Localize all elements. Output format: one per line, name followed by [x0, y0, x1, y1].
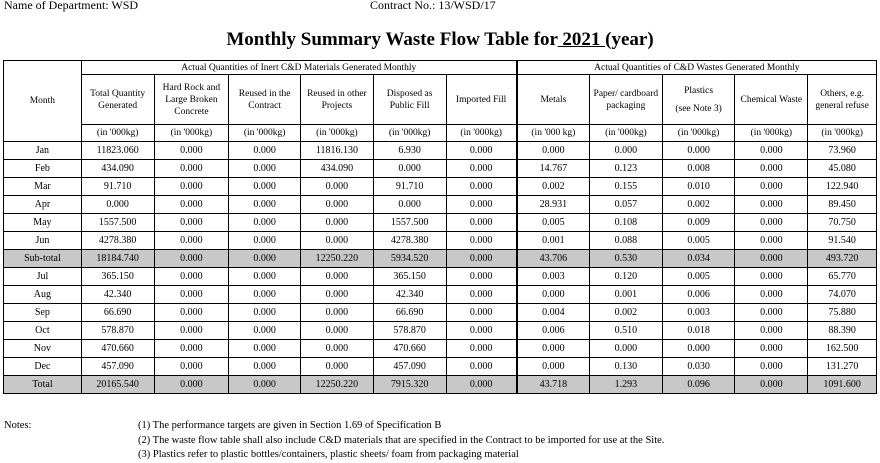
value-cell: 4278.380: [81, 232, 154, 250]
column-header-label: Disposed as Public Fill: [386, 88, 433, 111]
value-cell: 14.767: [517, 160, 590, 178]
table-row: [4, 340, 877, 358]
value-cell: 0.000: [735, 286, 808, 304]
value-cell: 0.000: [662, 142, 735, 160]
month-cell: Jan: [4, 142, 82, 160]
value-cell: 43.706: [517, 250, 590, 268]
group-header-inert: Actual Quantities of Inert C&D Materials Generated Monthly: [81, 61, 516, 75]
table-row: [4, 322, 877, 340]
value-cell: 0.000: [229, 358, 301, 376]
column-header-label: Hard Rock and Large Broken Concrete: [162, 82, 221, 117]
value-cell: 0.000: [446, 304, 517, 322]
value-cell: 0.030: [662, 358, 735, 376]
value-cell: 0.000: [589, 142, 662, 160]
value-cell: 66.690: [373, 304, 446, 322]
value-cell: 457.090: [81, 358, 154, 376]
value-cell: 0.000: [301, 214, 374, 232]
value-cell: 88.390: [808, 322, 877, 340]
value-cell: 0.009: [662, 214, 735, 232]
column-header-label: Reused in the Contract: [238, 88, 291, 111]
column-header: [735, 75, 808, 125]
month-cell: Apr: [4, 196, 82, 214]
value-cell: 122.940: [808, 178, 877, 196]
unit-cell: (in '000kg): [589, 125, 662, 142]
value-cell: 0.005: [662, 232, 735, 250]
value-cell: 0.000: [517, 340, 590, 358]
table-row: [4, 286, 877, 304]
value-cell: 493.720: [808, 250, 877, 268]
value-cell: 0.000: [229, 268, 301, 286]
column-header: [662, 75, 735, 125]
notes-label: Notes:: [4, 420, 32, 431]
month-cell: May: [4, 214, 82, 232]
value-cell: 0.000: [154, 232, 229, 250]
value-cell: 0.000: [301, 196, 374, 214]
value-cell: 0.000: [301, 178, 374, 196]
value-cell: 0.006: [517, 322, 590, 340]
table-row: [4, 304, 877, 322]
value-cell: 0.000: [735, 250, 808, 268]
value-cell: 0.000: [517, 358, 590, 376]
value-cell: 0.057: [589, 196, 662, 214]
value-cell: 0.000: [446, 340, 517, 358]
value-cell: 0.000: [301, 304, 374, 322]
value-cell: 578.870: [81, 322, 154, 340]
value-cell: 0.000: [373, 196, 446, 214]
month-cell: Sep: [4, 304, 82, 322]
unit-cell: (in '000kg): [301, 125, 374, 142]
note-item: (3) Plastics refer to plastic bottles/containers, plastic sheets/ foam from packaging material: [138, 449, 519, 460]
value-cell: 0.000: [446, 376, 517, 394]
value-cell: 0.000: [229, 286, 301, 304]
column-header: [229, 75, 301, 125]
column-header: [446, 75, 517, 125]
value-cell: 91.540: [808, 232, 877, 250]
value-cell: 0.000: [517, 286, 590, 304]
value-cell: 0.096: [662, 376, 735, 394]
value-cell: 0.000: [446, 286, 517, 304]
department-name: Name of Department: WSD: [4, 0, 139, 12]
value-cell: 470.660: [373, 340, 446, 358]
value-cell: 65.770: [808, 268, 877, 286]
value-cell: 0.000: [735, 196, 808, 214]
value-cell: 0.000: [735, 160, 808, 178]
value-cell: 91.710: [373, 178, 446, 196]
value-cell: 0.000: [735, 322, 808, 340]
value-cell: 0.001: [517, 232, 590, 250]
value-cell: 0.000: [154, 340, 229, 358]
value-cell: 0.000: [154, 268, 229, 286]
value-cell: 0.000: [301, 340, 374, 358]
value-cell: 0.000: [735, 376, 808, 394]
value-cell: 0.000: [154, 178, 229, 196]
value-cell: 0.000: [735, 214, 808, 232]
value-cell: 0.000: [154, 358, 229, 376]
value-cell: 0.000: [301, 322, 374, 340]
value-cell: 0.000: [229, 232, 301, 250]
value-cell: 434.090: [81, 160, 154, 178]
unit-cell: (in '000kg): [81, 125, 154, 142]
value-cell: 0.000: [301, 232, 374, 250]
value-cell: 7915.320: [373, 376, 446, 394]
value-cell: 0.000: [735, 358, 808, 376]
value-cell: 0.000: [301, 358, 374, 376]
page-title: [0, 29, 880, 51]
value-cell: 0.000: [229, 304, 301, 322]
value-cell: 0.000: [229, 196, 301, 214]
value-cell: 470.660: [81, 340, 154, 358]
month-cell: Feb: [4, 160, 82, 178]
unit-cell: (in '000kg): [662, 125, 735, 142]
value-cell: 1557.500: [81, 214, 154, 232]
value-cell: 1557.500: [373, 214, 446, 232]
value-cell: 0.034: [662, 250, 735, 268]
value-cell: 70.750: [808, 214, 877, 232]
value-cell: 1091.600: [808, 376, 877, 394]
value-cell: 0.123: [589, 160, 662, 178]
value-cell: 365.150: [81, 268, 154, 286]
value-cell: 0.000: [662, 340, 735, 358]
value-cell: 42.340: [373, 286, 446, 304]
value-cell: 0.000: [446, 322, 517, 340]
value-cell: 0.000: [229, 340, 301, 358]
value-cell: 0.000: [735, 304, 808, 322]
value-cell: 0.130: [589, 358, 662, 376]
value-cell: 91.710: [81, 178, 154, 196]
value-cell: 0.000: [735, 268, 808, 286]
value-cell: 43.718: [517, 376, 590, 394]
value-cell: 0.000: [735, 178, 808, 196]
value-cell: 0.001: [589, 286, 662, 304]
value-cell: 6.930: [373, 142, 446, 160]
value-cell: 0.000: [154, 286, 229, 304]
value-cell: 0.000: [517, 142, 590, 160]
value-cell: 28.931: [517, 196, 590, 214]
value-cell: 0.088: [589, 232, 662, 250]
value-cell: 0.000: [154, 214, 229, 232]
value-cell: 0.002: [589, 304, 662, 322]
table-row: [4, 358, 877, 376]
column-header-label: Chemical Waste: [740, 94, 803, 105]
unit-cell: (in '000kg): [808, 125, 877, 142]
value-cell: 0.155: [589, 178, 662, 196]
value-cell: 0.510: [589, 322, 662, 340]
month-cell: Jul: [4, 268, 82, 286]
value-cell: 0.000: [229, 160, 301, 178]
value-cell: 0.000: [154, 322, 229, 340]
value-cell: 0.000: [446, 142, 517, 160]
value-cell: 0.002: [517, 178, 590, 196]
unit-cell: (in '000kg): [154, 125, 229, 142]
column-header: [808, 75, 877, 125]
month-cell: Sub-total: [4, 250, 82, 268]
column-header-label: Plastics: [684, 85, 714, 96]
value-cell: 11816.130: [301, 142, 374, 160]
column-header-label: Metals: [540, 94, 567, 105]
unit-cell: (in '000 kg): [517, 125, 590, 142]
value-cell: 4278.380: [373, 232, 446, 250]
table-row: [4, 268, 877, 286]
value-cell: 0.000: [154, 376, 229, 394]
value-cell: 457.090: [373, 358, 446, 376]
notes-list: [138, 419, 664, 463]
column-header: [301, 75, 374, 125]
value-cell: 20165.540: [81, 376, 154, 394]
value-cell: 0.006: [662, 286, 735, 304]
value-cell: 0.000: [154, 304, 229, 322]
table-row: [4, 178, 877, 196]
value-cell: 89.450: [808, 196, 877, 214]
value-cell: 0.004: [517, 304, 590, 322]
value-cell: 0.000: [446, 178, 517, 196]
value-cell: 434.090: [301, 160, 374, 178]
table-row: [4, 196, 877, 214]
value-cell: 0.000: [301, 268, 374, 286]
group-header-waste: Actual Quantities of C&D Wastes Generated Monthly: [517, 61, 877, 75]
value-cell: 162.500: [808, 340, 877, 358]
value-cell: 131.270: [808, 358, 877, 376]
value-cell: 0.000: [446, 196, 517, 214]
column-header: [589, 75, 662, 125]
value-cell: 73.960: [808, 142, 877, 160]
value-cell: 5934.520: [373, 250, 446, 268]
title-suffix: (year): [605, 29, 654, 50]
value-cell: 11823.060: [81, 142, 154, 160]
month-cell: Oct: [4, 322, 82, 340]
value-cell: 18184.740: [81, 250, 154, 268]
column-header: [154, 75, 229, 125]
table-row: [4, 232, 877, 250]
title-prefix: Monthly Summary Waste Flow Table for: [226, 29, 558, 50]
month-cell: Dec: [4, 358, 82, 376]
value-cell: 0.000: [446, 358, 517, 376]
value-cell: 0.000: [229, 250, 301, 268]
column-header: [81, 75, 154, 125]
value-cell: 12250.220: [301, 376, 374, 394]
table-row: [4, 160, 877, 178]
value-cell: 0.010: [662, 178, 735, 196]
value-cell: 0.000: [373, 160, 446, 178]
title-year: 2021: [557, 29, 606, 50]
value-cell: 0.108: [589, 214, 662, 232]
value-cell: 0.000: [446, 160, 517, 178]
unit-cell: (in '000kg): [373, 125, 446, 142]
value-cell: 0.003: [517, 268, 590, 286]
value-cell: 0.000: [154, 142, 229, 160]
value-cell: 66.690: [81, 304, 154, 322]
value-cell: 0.000: [301, 286, 374, 304]
value-cell: 0.000: [229, 142, 301, 160]
value-cell: 0.000: [229, 322, 301, 340]
table-row: [4, 142, 877, 160]
plastics-note: (see Note 3): [675, 103, 722, 114]
table-row: [4, 214, 877, 232]
table-row: [4, 376, 877, 394]
value-cell: 0.000: [154, 250, 229, 268]
column-header: [373, 75, 446, 125]
value-cell: 45.080: [808, 160, 877, 178]
value-cell: 0.000: [81, 196, 154, 214]
value-cell: 75.880: [808, 304, 877, 322]
month-cell: Mar: [4, 178, 82, 196]
column-header-label: Others, e.g. general refuse: [815, 88, 869, 111]
waste-flow-table: [3, 60, 877, 394]
column-header-label: Reused in other Projects: [307, 88, 367, 111]
value-cell: 0.000: [735, 142, 808, 160]
month-header: Month: [4, 61, 82, 142]
column-header-label: Paper/ cardboard packaging: [593, 88, 659, 111]
value-cell: 0.018: [662, 322, 735, 340]
unit-cell: (in '000kg): [735, 125, 808, 142]
value-cell: 42.340: [81, 286, 154, 304]
contract-number: Contract No.: 13/WSD/17: [370, 0, 496, 12]
note-item: (2) The waste flow table shall also include C&D materials that are specified in the Contract to be imported for use at the Site.: [138, 434, 665, 446]
value-cell: 0.000: [589, 340, 662, 358]
value-cell: 0.000: [446, 250, 517, 268]
value-cell: 74.070: [808, 286, 877, 304]
column-header: [517, 75, 590, 125]
unit-cell: (in '000kg): [229, 125, 301, 142]
note-item: (1) The performance targets are given in Section 1.69 of Specification B: [138, 420, 442, 431]
value-cell: 0.005: [517, 214, 590, 232]
value-cell: 0.000: [735, 232, 808, 250]
value-cell: 0.000: [446, 232, 517, 250]
value-cell: 0.002: [662, 196, 735, 214]
month-cell: Jun: [4, 232, 82, 250]
value-cell: 0.530: [589, 250, 662, 268]
value-cell: 365.150: [373, 268, 446, 286]
value-cell: 0.000: [446, 214, 517, 232]
value-cell: 12250.220: [301, 250, 374, 268]
value-cell: 0.008: [662, 160, 735, 178]
value-cell: 0.000: [154, 196, 229, 214]
month-cell: Aug: [4, 286, 82, 304]
value-cell: 0.000: [154, 160, 229, 178]
value-cell: 0.005: [662, 268, 735, 286]
column-header-label: Imported Fill: [455, 94, 507, 105]
value-cell: 0.000: [229, 376, 301, 394]
value-cell: 0.000: [735, 340, 808, 358]
value-cell: 0.000: [229, 178, 301, 196]
table-row: [4, 250, 877, 268]
month-cell: Nov: [4, 340, 82, 358]
value-cell: 0.003: [662, 304, 735, 322]
value-cell: 0.120: [589, 268, 662, 286]
value-cell: 0.000: [229, 214, 301, 232]
value-cell: 1.293: [589, 376, 662, 394]
month-cell: Total: [4, 376, 82, 394]
value-cell: 0.000: [446, 268, 517, 286]
column-header-label: Total Quantity Generated: [90, 88, 146, 111]
unit-cell: (in '000kg): [446, 125, 517, 142]
value-cell: 578.870: [373, 322, 446, 340]
